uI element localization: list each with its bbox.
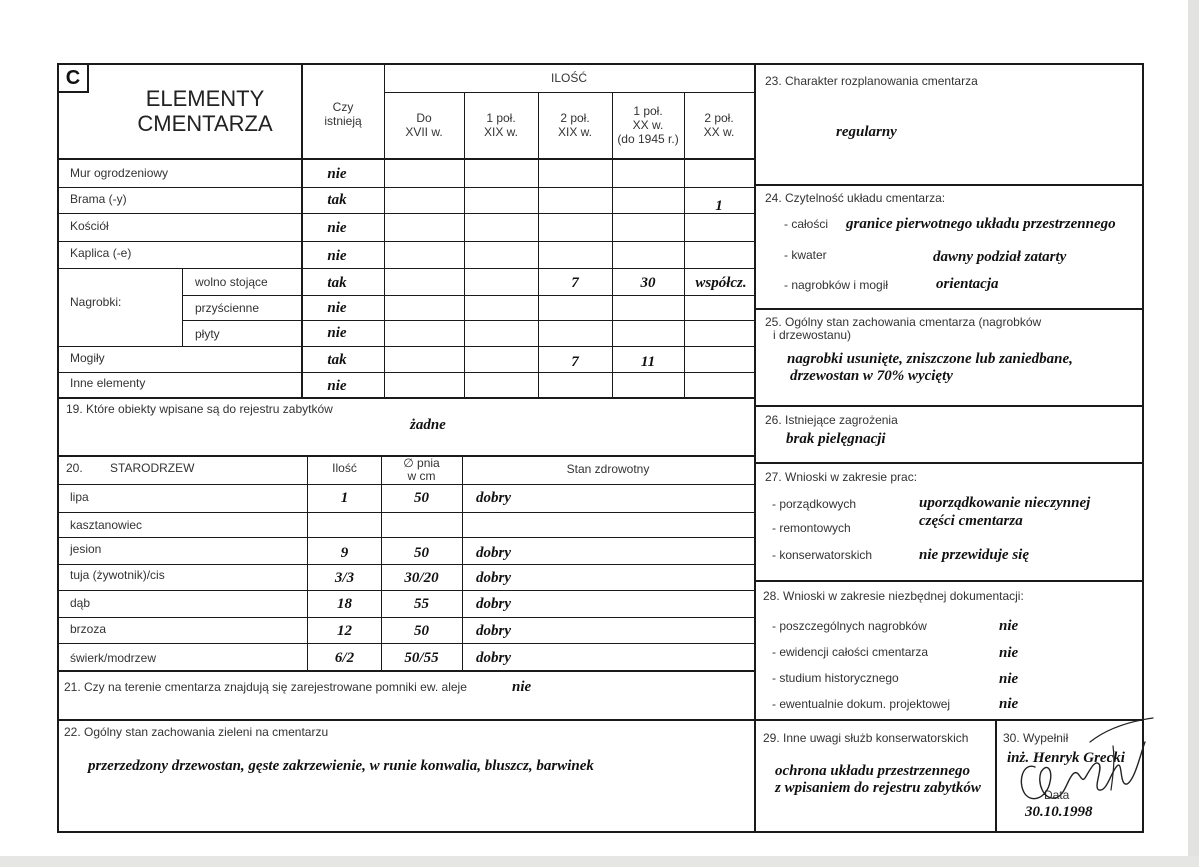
tree-name: brzoza	[70, 622, 107, 636]
row-brama-label: Brama (-y)	[70, 192, 127, 206]
col-czy-line1: Czy	[332, 100, 354, 114]
q28-label: 28. Wnioski w zakresie niezbędnej dokumentacji:	[763, 589, 1024, 603]
ilosc-header: ILOŚĆ	[550, 71, 587, 85]
period-3-l2: XIX w.	[557, 125, 592, 139]
q24-row-answer: granice pierwotnego układu przestrzennego	[846, 216, 1116, 232]
tree-count: 9	[340, 545, 349, 561]
tree-health: dobry	[476, 596, 511, 612]
q27-remontowych-label: - remontowych	[772, 521, 851, 535]
q30-name: inż. Henryk Grecki	[1007, 750, 1125, 766]
q23-label: 23. Charakter rozplanowania cmentarza	[765, 74, 978, 88]
col-czy-header	[302, 100, 384, 128]
row-wolno-exists: tak	[327, 275, 347, 291]
tree-name: jesion	[70, 542, 102, 556]
tree-count: 3/3	[334, 570, 355, 586]
tree-name: tuja (żywotnik)/cis	[70, 568, 165, 582]
tree-count: 6/2	[334, 650, 355, 666]
period-4-l3: (do 1945 r.)	[617, 132, 679, 146]
q28-row-label: - poszczególnych nagrobków	[772, 619, 927, 633]
q25-answer-l1: nagrobki usunięte, zniszczone lub zaniedbane,	[787, 351, 1073, 367]
line-row-5	[182, 295, 754, 296]
row-plyty-label: płyty	[195, 327, 220, 341]
scan-edge-right	[1188, 0, 1199, 867]
section-letter-box: C	[59, 65, 89, 93]
q20-number: 20.	[66, 461, 83, 475]
period-4-l1: 1 poł.	[633, 104, 663, 118]
q24-row-answer: dawny podział zatarty	[933, 249, 1067, 265]
line-tree-header	[58, 484, 754, 485]
q26-label: 26. Istniejące zagrożenia	[765, 413, 898, 427]
row-kaplica-label: Kaplica (-e)	[70, 246, 132, 260]
period-header-1	[384, 111, 464, 139]
q24-row-answer: orientacja	[936, 276, 999, 292]
period-5-l2: XX w.	[703, 125, 735, 139]
tree-count: 12	[337, 623, 352, 639]
period-3-l1: 2 poł.	[560, 111, 590, 125]
q26-answer: brak pielęgnacji	[786, 431, 886, 447]
q27-porzadkowych-answer-l2: części cmentarza	[919, 513, 1023, 529]
tree-diameter: 50	[414, 545, 429, 561]
q28-row-label: - ewentualnie dokum. projektowej	[772, 697, 951, 711]
row-wolno-p3: 7	[571, 275, 579, 291]
row-kosciol-label: Kościół	[70, 219, 109, 233]
q21-label: 21. Czy na terenie cmentarza znajdują się zarejestrowane pomniki ew. aleje	[64, 680, 467, 694]
line-q27-top	[755, 462, 1143, 464]
q20-col-pnia-l2: w cm	[407, 469, 436, 483]
period-5-l1: 2 poł.	[704, 111, 734, 125]
tree-diameter: 50	[414, 490, 429, 506]
q20-label: STARODRZEW	[110, 461, 195, 475]
q27-label: 27. Wnioski w zakresie prac:	[765, 470, 918, 484]
period-header-3	[538, 111, 612, 139]
tree-health: dobry	[476, 545, 511, 561]
form-title	[110, 86, 300, 136]
line-tree-6	[58, 643, 754, 644]
line-tree-3	[58, 564, 754, 565]
tree-health: dobry	[476, 490, 511, 506]
form-frame	[57, 63, 1144, 833]
q25-answer-l2: drzewostan w 70% wycięty	[790, 368, 953, 384]
signature-scribble	[995, 712, 1155, 812]
row-kosciol-exists: nie	[327, 220, 347, 236]
q20-col-stan: Stan zdrowotny	[566, 462, 650, 476]
line-row-2	[58, 213, 754, 214]
row-mogily-p3: 7	[571, 354, 579, 370]
line-row-3	[58, 241, 754, 242]
line-row-7	[58, 346, 754, 347]
q27-konserwatorskich-label: - konserwatorskich	[772, 548, 873, 562]
line-q25-top	[755, 308, 1143, 310]
q27-konserwatorskich-answer: nie przewiduje się	[919, 547, 1030, 563]
row-wolno-p4: 30	[640, 275, 656, 291]
row-mogily-label: Mogiły	[70, 351, 105, 365]
q30-date: 30.10.1998	[1025, 804, 1093, 820]
q27-porzadkowych-answer-l1: uporządkowanie nieczynnej	[919, 495, 1091, 511]
q22-answer: przerzedzony drzewostan, gęste zakrzewienie, w runie konwalia, bluszcz, barwinek	[88, 758, 594, 774]
q28-row-answer: nie	[999, 645, 1019, 661]
col-czy-line2: istnieją	[324, 114, 362, 128]
line-row-4	[58, 268, 754, 269]
row-przyscienne-label: przyścienne	[195, 301, 260, 315]
q20-col-pnia-l1: ∅ pnia	[403, 456, 440, 470]
q27-porzadkowych-label: - porządkowych	[772, 497, 857, 511]
tree-diameter: 30/20	[404, 570, 439, 586]
row-kaplica-exists: nie	[327, 248, 347, 264]
q19-answer: żadne	[410, 417, 446, 433]
row-mur-exists: nie	[327, 166, 347, 182]
q20-col-pnia	[381, 457, 462, 483]
q24-row-label: - nagrobków i mogił	[784, 278, 889, 292]
line-row-6	[182, 320, 754, 321]
line-q28-top	[755, 580, 1143, 582]
form-title-line2: CMENTARZA	[137, 111, 273, 136]
row-mur-label: Mur ogrodzeniowy	[70, 166, 169, 180]
period-header-5	[684, 111, 754, 139]
period-2-l1: 1 poł.	[486, 111, 516, 125]
q29-label: 29. Inne uwagi służb konserwatorskich	[763, 731, 969, 745]
q21-answer: nie	[512, 679, 532, 695]
tree-name: dąb	[70, 596, 91, 610]
q24-row-label: - całości	[784, 217, 829, 231]
row-wolno-p5: współcz.	[695, 275, 747, 291]
line-header-bottom	[58, 158, 754, 160]
q24-row-label: - kwater	[784, 248, 827, 262]
row-inne-label: Inne elementy	[70, 376, 146, 390]
q28-row-answer: nie	[999, 671, 1019, 687]
tree-diameter: 50	[414, 623, 429, 639]
line-q21-top	[58, 670, 754, 672]
period-1-l1: Do	[416, 111, 432, 125]
q28-row-answer: nie	[999, 618, 1019, 634]
q24-label: 24. Czytelność układu cmentarza:	[765, 191, 946, 205]
row-inne-exists: nie	[327, 378, 347, 394]
row-przyscienne-exists: nie	[327, 300, 347, 316]
line-tree-4	[58, 590, 754, 591]
tree-health: dobry	[476, 650, 511, 666]
line-q22-top	[58, 719, 754, 721]
tree-health: dobry	[476, 570, 511, 586]
row-mogily-exists: tak	[327, 352, 347, 368]
tree-name: lipa	[70, 490, 89, 504]
q30-date-label: Data	[1044, 788, 1070, 802]
divider-tree-diameter	[462, 456, 463, 670]
q19-label: 19. Które obiekty wpisane są do rejestru zabytków	[66, 402, 333, 416]
q28-row-label: - studium historycznego	[772, 671, 899, 685]
line-ilosc	[384, 92, 754, 93]
q20-col-ilosc: Ilość	[332, 461, 357, 475]
q23-answer: regularny	[836, 124, 897, 140]
row-plyty-exists: nie	[327, 325, 347, 341]
row-brama-p5: 1	[715, 198, 723, 214]
q29-answer-l1: ochrona układu przestrzennego	[775, 763, 971, 779]
period-header-2	[464, 111, 538, 139]
tree-name: kasztanowiec	[70, 518, 143, 532]
q28-row-label: - ewidencji całości cmentarza	[772, 645, 929, 659]
q22-label: 22. Ogólny stan zachowania zieleni na cmentarzu	[64, 725, 329, 739]
row-wolno-label: wolno stojące	[195, 275, 268, 289]
form-title-line1: ELEMENTY	[145, 86, 265, 111]
line-q26-top	[755, 405, 1143, 407]
period-4-l2: XX w.	[632, 118, 664, 132]
line-tree-1	[58, 512, 754, 513]
tree-diameter: 55	[414, 596, 429, 612]
tree-count: 1	[340, 490, 349, 506]
line-q19-top	[58, 397, 754, 399]
tree-count: 18	[337, 596, 352, 612]
tree-diameter: 50/55	[404, 650, 439, 666]
row-brama-exists: tak	[327, 192, 347, 208]
row-nagrobki-label: Nagrobki:	[70, 295, 122, 309]
period-2-l2: XIX w.	[483, 125, 518, 139]
tree-name: świerk/modrzew	[70, 651, 157, 665]
line-q24-top	[755, 184, 1143, 186]
tree-health: dobry	[476, 623, 511, 639]
divider-nagrobki	[182, 268, 183, 346]
row-mogily-p4: 11	[640, 354, 656, 370]
scan-edge-bottom	[0, 856, 1199, 867]
q25-label-l1: 25. Ogólny stan zachowania cmentarza (nagrobków	[765, 315, 1042, 329]
period-header-4	[612, 104, 684, 146]
q29-answer-l2: z wpisaniem do rejestru zabytków	[775, 780, 981, 796]
line-tree-5	[58, 617, 754, 618]
q28-row-answer: nie	[999, 696, 1019, 712]
line-row-1	[58, 187, 754, 188]
line-tree-2	[58, 537, 754, 538]
q25-label-l2: i drzewostanu)	[773, 328, 852, 342]
q30-label: 30. Wypełnił	[1003, 731, 1069, 745]
divider-left-right	[754, 64, 756, 832]
line-row-8	[58, 372, 754, 373]
period-1-l2: XVII w.	[405, 125, 443, 139]
